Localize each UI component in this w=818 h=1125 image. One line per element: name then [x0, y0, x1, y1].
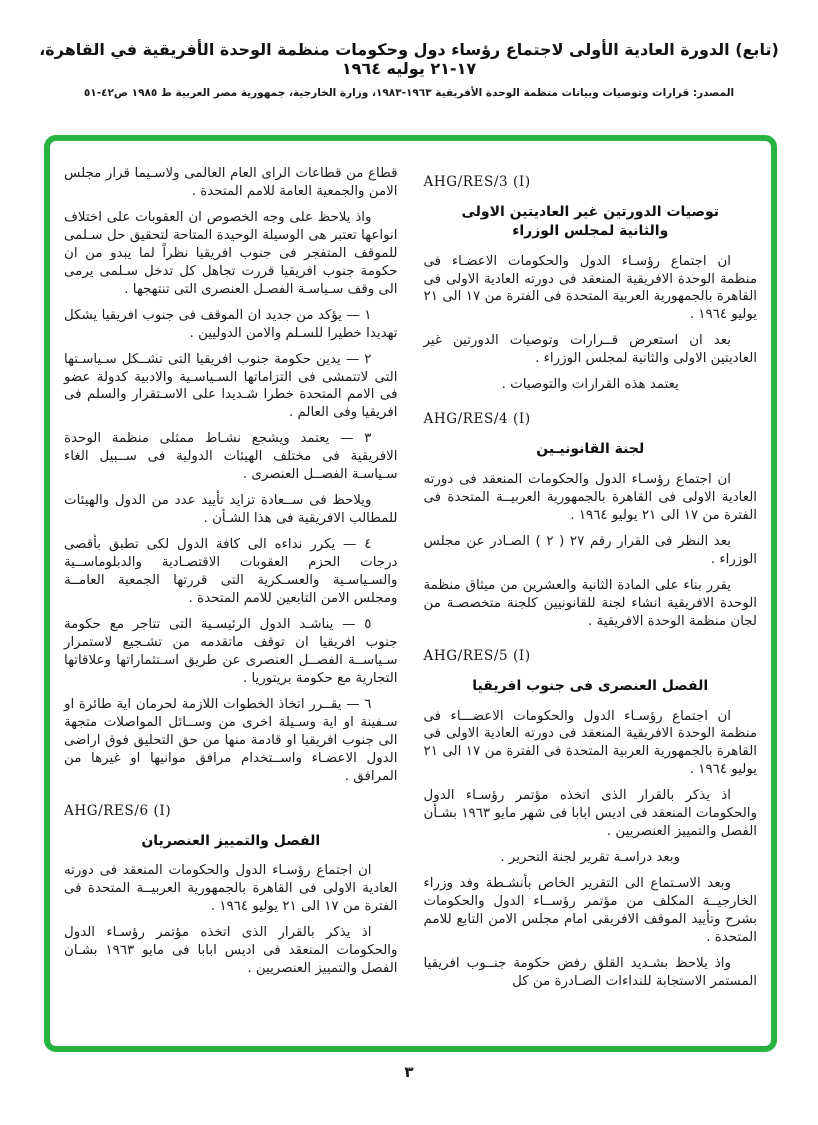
- resolution-code: AHG/RES/3 (I): [423, 174, 531, 190]
- paragraph: يعتمد هذه القرارات والتوصيات .: [501, 377, 679, 393]
- paragraph: ان اجتماع رؤسـاء الدول والحكومات الاعضـاء فى منظمة الوحدة الافريقية المنعقد فى دورته العادية الاولى فى القاهرة بالجمهورية العربية المتحدة فى الفترة من ١٧ الى ٢١ يوليو ١٩٦٤ .: [423, 253, 757, 323]
- paragraph: ان اجتماع رؤسـاء الدول والحكومات المنعقد فى دورته العادية الاولى فى القاهرة بالجمهورية العربيــة المتحدة فى الفترة من ١٧ الى ٢١ يوليو ١٩٦٤ .: [423, 472, 757, 523]
- paragraph: اذ يذكر بالقرار الذى اتخذه مؤتمر رؤسـاء الدول والحكومات المنعقد فى اديس ابابا فى شهر مايو ١٩٦٣ بشـأن الفصل والتمييز العنصريين .: [423, 788, 757, 840]
- paragraph: واذ يلاحظ على وجه الخصوص ان العقوبات على اختلاف انواعها تعتبر هى الوسيلة الوحيدة المتاحة لتحقيق حل سـلمى للموقف المتفجر فى جنوب افريقيا نظراً لما يبدو من ان حكومة جنوب افريقيا قررت تجاهل كل تدخل سـلمى يرمى الى وقف سـياسـة الفصـل العنصرى التى تنتهجها .: [64, 209, 398, 297]
- paragraph: بعد النظر فى القرار رقم ٢٧ ( ٢ ) الصـادر عن مجلس الوزراء .: [423, 533, 757, 567]
- paragraph: ٢ — يدين حكومة جنوب افريقيا التى تشــكل سـياسـتها التى لاتتمشى فى التزاماتها السـياسـية والادبية كدولة عضو فى الامم المتحدة خطرا شـديدا على الاسـتقرار والسلم فى افريقيا وفى العالم .: [64, 351, 398, 421]
- resolution-code: AHG/RES/5 (I): [423, 647, 531, 664]
- page-header: [30, 40, 788, 99]
- paragraph: وبعد الاسـتماع الى التقرير الخاص بأنشـطة وفد وزراء الخارجيــة المكلف من مؤتمر رؤســاء الدول والحكومات بشرح وتأييد الموقف الافريقى امام مجلس الامن التابع للامم المتحدة .: [423, 876, 757, 946]
- paragraph: ان اجتماع رؤسـاء الدول والحكومات المنعقد فى دورته العادية الاولى فى القاهرة بالجمهورية العربيــة المتحدة فى الفترة من ١٧ الى ٢١ يوليو ١٩٦٤ .: [64, 863, 398, 915]
- paragraph: ١ — يؤكد من جديد ان الموقف فى جنوب افريقيا يشكل تهديدا خطيرا للسـلم والامن الدوليين .: [64, 307, 398, 341]
- section-heading: الفصل العنصرى فى جنوب افريقيا: [472, 677, 709, 694]
- content-frame: [44, 135, 777, 1052]
- paragraph: ٣ — يعتمد ويشجع نشـاط ممثلى منظمة الوحدة الافريقية فى مختلف الهيئات الدولية فى ســبيل الغاء سـياسـة الفصــل العنصرى .: [64, 431, 398, 483]
- paragraph: ٤ — يكرر نداءه الى كافة الدول لكى تطبق بأقصى درجات الحزم العقوبات الاقتصـادية والدبلوماســية والسـياسـية والعسـكرية التى قررتها الجمعية العامــة ومجلس الامن التابعين للامم المتحدة .: [64, 537, 398, 607]
- section-heading: لجنة القانونيـين: [536, 441, 645, 458]
- resolution-code: AHG/RES/4 (I): [423, 411, 531, 428]
- source-line: المصدر: قرارات وتوصيات وبيانات منظمة الوحدة الأفريقية ١٩٦٣-١٩٨٣، وزارة الخارجية، جمهورية مصر العربية ط ١٩٨٥ ص٤٢-٥١: [83, 87, 735, 99]
- paragraph: يقرر بناء على المادة الثانية والعشرين من ميثاق منظمة الوحدة الافريقية انشاء لجنة للقانونيين كلجنة متخصصـة من لجان منظمة الوحدة الافريقية .: [423, 577, 757, 629]
- column-right: [424, 157, 758, 1036]
- paragraph: اذ يذكر بالقرار الذى اتخذه مؤتمر رؤسـاء الدول والحكومات المنعقد فى اديس ابابا فى مايو ١٩٦٣ بشـان الفصل والتمييز العنصريين .: [64, 925, 398, 977]
- paragraph: وبعد دراسـة تقرير لجنة التحرير .: [500, 850, 681, 866]
- text-columns: [50, 141, 771, 1046]
- paragraph: بعد ان استعرض قــرارات وتوصيات الدورتين غير العاديتين الاولى والثانية لمجلس الوزراء .: [423, 333, 757, 367]
- column-left: [64, 157, 398, 1036]
- paragraph: ان اجتماع رؤسـاء الدول والحكومات الاعضـــاء فى منظمة الوحدة الافريقية المنعقد فى دورته العادية الاولى فى القاهرة بالجمهورية العربية المتحدة فى الفترة من ١٧ الى ٢١ يوليو ١٩٦٤ .: [423, 708, 757, 778]
- resolution-code: AHG/RES/6 (I): [64, 802, 172, 819]
- page-number: ٣: [404, 1063, 414, 1081]
- paragraph: قطاع من قطاعات الراى العام العالمى ولاسـيما قرار مجلس الامن والجمعية العامة للامم المتحدة .: [64, 166, 398, 199]
- paragraph: ٦ — يقــرر اتخاذ الخطوات اللازمة لحرمان اية طائرة او سـفينة او اية وسـيلة اخرى من وســائل المواصلات متجهة الى جنوب افريقيا او قادمة منها من حق التحليق فوق اراضى الدول الاعضـاء واســتخدام مرافق موانيها او غيرها من المرافق .: [64, 696, 398, 784]
- section-heading: توصيات الدورتين غير العاديتين الاولى والثانية لمجلس الوزراء: [461, 204, 720, 239]
- paragraph: ويلاحظ فى ســعادة تزايد تأييد عدد من الدول والهيئات للمطالب الافريقية فى هذا الشـأن .: [64, 493, 398, 527]
- document-title: (تابع) الدورة العادية الأولى لاجتماع رؤساء دول وحكومات منظمة الوحدة الأفريقية في القاهرة، ١٧-٢١ يوليه ١٩٦٤: [39, 40, 779, 78]
- paragraph: ٥ — يناشـد الدول الرئيسـية التى تتاجر مع حكومة جنوب افريقيا ان توقف ماتقدمه من تشـجيع لاستمرار سـياســة الفصــل العنصرى عن طريق اسـتثماراتها وعلاقاتها التجارية مع حكومة بريتوريا .: [64, 616, 398, 686]
- paragraph: واذ يلاحظ بشـديد القلق رفض حكومة جنــوب افريقيا المستمر الاستجابة للنداءات الصـادرة من كل: [423, 955, 757, 989]
- section-heading: الفصل والتمييز العنصريان: [141, 832, 321, 849]
